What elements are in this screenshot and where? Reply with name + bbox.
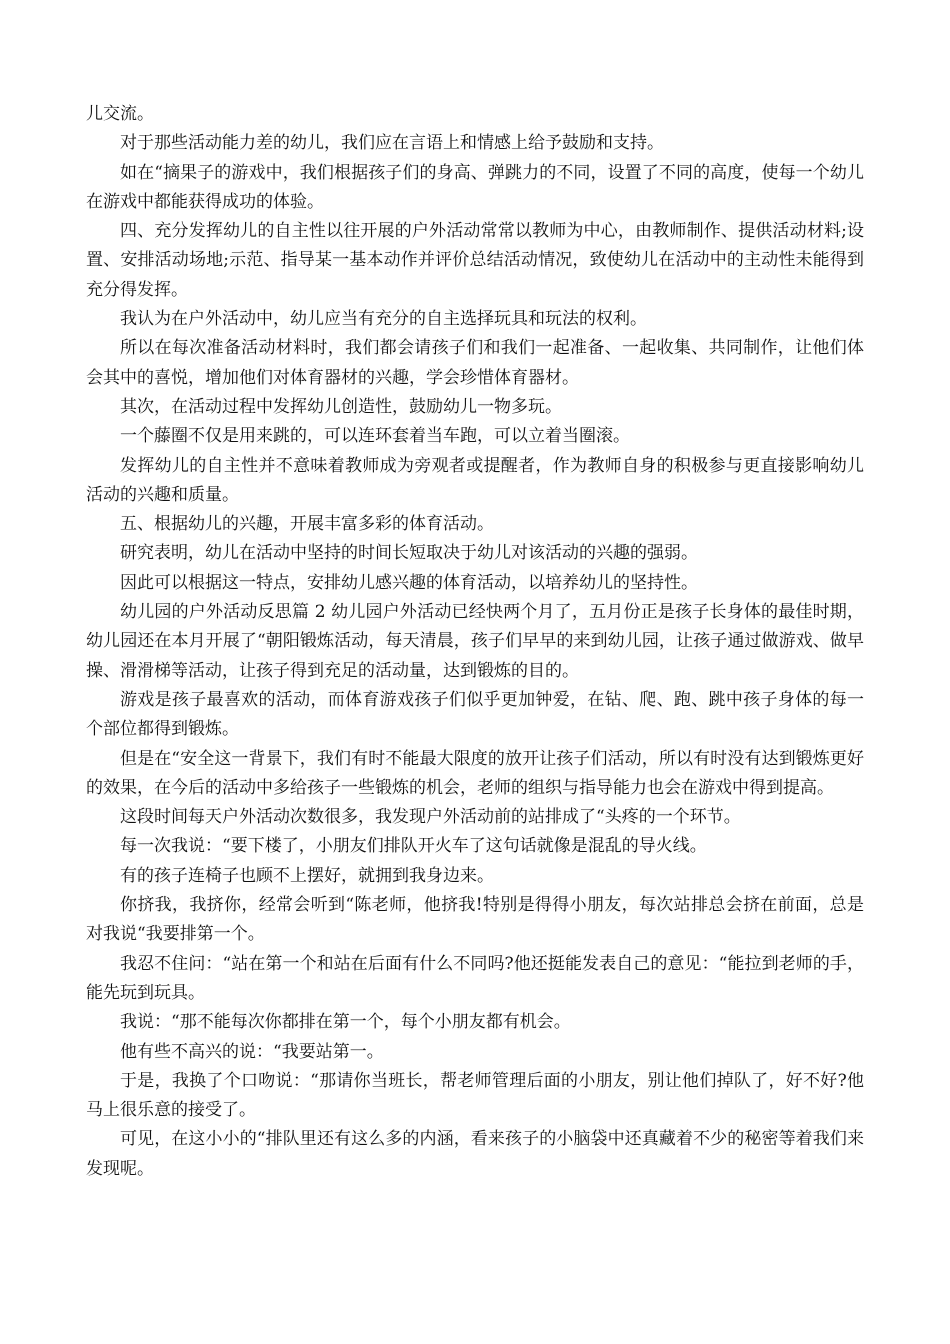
paragraph-17: 有的孩子连椅子也顾不上摆好，就拥到我身边来。 [120, 865, 494, 886]
paragraph-7: 一个藤圈不仅是用来跳的，可以连环套着当车跑，可以立着当圈滚。 [120, 426, 630, 447]
paragraph-16: 每一次我说：“要下楼了，小朋友们排队开火车了这句话就像是混乱的导火线。 [120, 836, 707, 857]
paragraph-12: 幼儿园的户外活动反思篇 2 幼儿园户外活动已经快两个月了，五月份正是孩子长身体的最佳时期，幼儿园还在本月开展了“朝阳锻炼活动，每天清晨，孩子们早早的来到幼儿园，让孩子通过做游戏、做早操、滑滑梯等活动，让孩子得到充足的活动量，达到锻炼的目的。 [86, 602, 864, 681]
paragraph-23: 可见，在这小小的“排队里还有这么多的内涵，看来孩子的小脑袋中还真藏着不少的秘密等着我们来发现呢。 [86, 1129, 864, 1179]
paragraph-6: 其次，在活动过程中发挥幼儿创造性，鼓励幼儿一物多玩。 [120, 396, 562, 417]
paragraph-0: 儿交流。 [86, 104, 154, 124]
paragraph-8: 发挥幼儿的自主性并不意味着教师成为旁观者或提醒者，作为教师自身的积极参与更直接影响幼儿活动的兴趣和质量。 [86, 455, 864, 505]
paragraph-2: 如在“摘果子的游戏中，我们根据孩子们的身高、弹跳力的不同，设置了不同的高度，使每一个幼儿在游戏中都能获得成功的体验。 [86, 162, 864, 212]
paragraph-13: 游戏是孩子最喜欢的活动，而体育游戏孩子们似乎更加钟爱，在钻、爬、跑、跳中孩子身体的每一个部位都得到锻炼。 [86, 689, 864, 740]
paragraph-18: 你挤我，我挤你，经常会听到“陈老师，他挤我!特别是得得小朋友，每次站排总会挤在前面，总是对我说“我要排第一个。 [86, 895, 864, 945]
paragraph-21: 他有些不高兴的说：“我要站第一。 [120, 1041, 384, 1062]
paragraph-3: 四、充分发挥幼儿的自主性以往开展的户外活动常常以教师为中心，由教师制作、提供活动材料;设置、安排活动场地;示范、指导某一基本动作并评价总结活动情况，致使幼儿在活动中的主动性未能得到充分得发挥。 [86, 221, 864, 300]
paragraph-4: 我认为在户外活动中，幼儿应当有充分的自主选择玩具和玩法的权利。 [120, 309, 647, 330]
paragraph-22: 于是，我换了个口吻说：“那请你当班长，帮老师管理后面的小朋友，别让他们掉队了，好不好?他马上很乐意的接受了。 [86, 1070, 864, 1121]
paragraph-15: 这段时间每天户外活动次数很多，我发现户外活动前的站排成了“头疼的一个环节。 [120, 807, 741, 828]
paragraph-14: 但是在“安全这一背景下，我们有时不能最大限度的放开让孩子们活动，所以有时没有达到锻炼更好的效果，在今后的活动中多给孩子一些锻炼的机会，老师的组织与指导能力也会在游戏中得到提高。 [86, 748, 864, 798]
paragraph-19: 我忍不住问：“站在第一个和站在后面有什么不同吗?他还挺能发表自己的意见：“能拉到老师的手，能先玩到玩具。 [86, 953, 864, 1003]
paragraph-9: 五、根据幼儿的兴趣，开展丰富多彩的体育活动。 [120, 514, 494, 535]
document-body [86, 100, 864, 1184]
paragraph-5: 所以在每次准备活动材料时，我们都会请孩子们和我们一起准备、一起收集、共同制作，让他们体会其中的喜悦，增加他们对体育器材的兴趣，学会珍惜体育器材。 [86, 338, 864, 388]
paragraph-10: 研究表明，幼儿在活动中坚持的时间长短取决于幼儿对该活动的兴趣的强弱。 [120, 543, 698, 564]
paragraph-1: 对于那些活动能力差的幼儿，我们应在言语上和情感上给予鼓励和支持。 [120, 133, 664, 154]
paragraph-20: 我说：“那不能每次你都排在第一个，每个小朋友都有机会。 [120, 1012, 571, 1033]
paragraph-11: 因此可以根据这一特点，安排幼儿感兴趣的体育活动，以培养幼儿的坚持性。 [120, 572, 698, 593]
